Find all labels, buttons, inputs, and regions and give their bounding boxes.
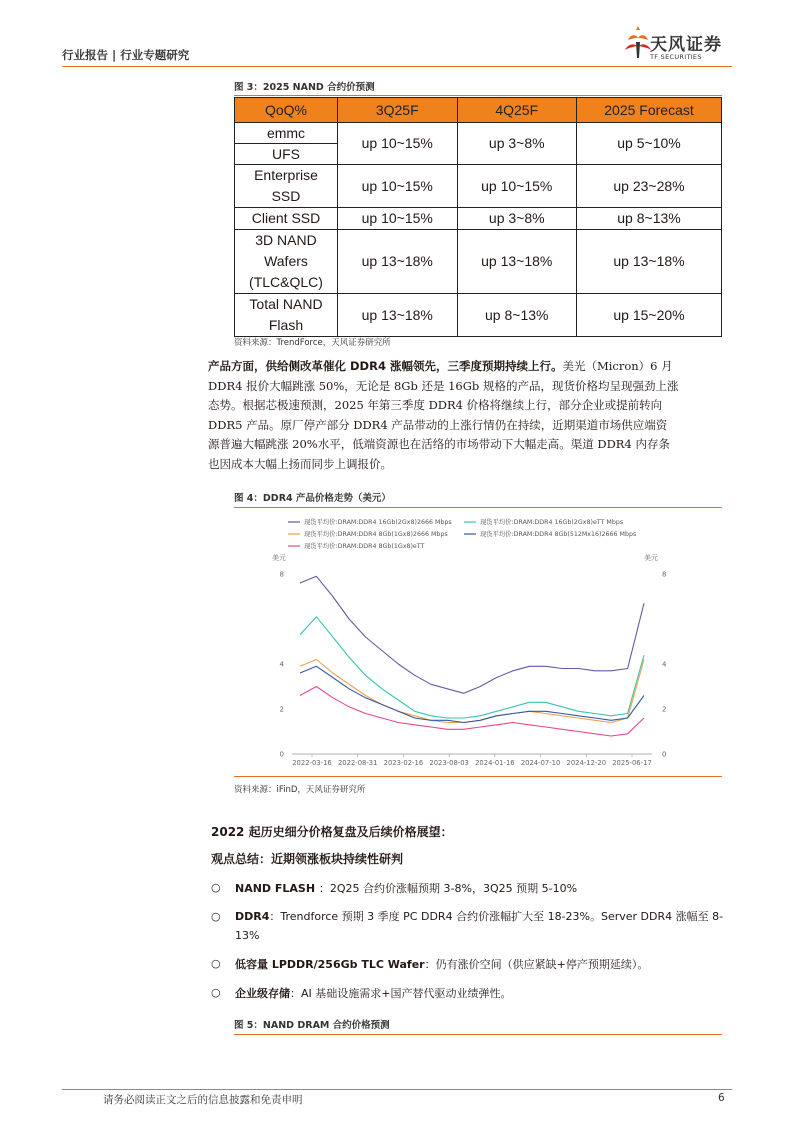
legend-label: 现货平均价:DRAM:DDR4 8Gb(512Mx16)2666 Mbps — [480, 531, 637, 538]
bullet-item — [235, 955, 730, 974]
paragraph-line-1 — [208, 357, 733, 377]
cell-3q25f: up 10~15% — [338, 165, 458, 208]
row-label-cell — [235, 294, 338, 337]
paragraph-line: 美光（Micron）6 月 — [562, 359, 673, 373]
bullet-text: ：2Q25 合约价涨幅预期 3-8%，3Q25 预期 5-10% — [318, 882, 578, 895]
bullet-icon: ○ — [211, 986, 221, 999]
bullet-item — [235, 984, 730, 1003]
table-row — [235, 208, 722, 230]
cell-4q25f: up 13~18% — [457, 230, 577, 294]
cell-4q25f: up 3~8% — [457, 123, 577, 165]
table-row — [235, 165, 722, 208]
nand-forecast-table — [234, 97, 722, 337]
bullet-item — [235, 879, 730, 898]
paragraph-line: DDR4 报价大幅跳涨 50%，无论是 8Gb 还是 16Gb 规格的产品，现货价格均呈现强劲上涨 — [208, 378, 679, 393]
table-header-cell: QoQ% — [235, 98, 338, 123]
header-divider — [62, 66, 732, 67]
row-label-line: Flash — [268, 317, 304, 333]
y-tick-label-right: 2 — [662, 705, 667, 714]
table-row — [235, 230, 722, 294]
x-tick-label: 2024-12-20 — [566, 759, 607, 767]
bullet-text: ：AI 基础设施需求+国产替代驱动业绩弹性。 — [290, 987, 512, 1000]
footer-disclaimer: 请务必阅读正文之后的信息披露和免责申明 — [103, 1094, 303, 1106]
figure4-caption: 图 4：DDR4 产品价格走势（美元） — [234, 493, 391, 504]
bullet-icon: ○ — [211, 957, 221, 970]
cell-2025-forecast: up 8~13% — [577, 208, 722, 230]
legend-label: 现货平均价:DRAM:DDR4 8Gb(1Gx8)2666 Mbps — [304, 531, 448, 538]
series-line-1 — [300, 576, 644, 693]
row-label-ufs: UFS — [272, 146, 300, 162]
row-label-cell: Client SSD — [235, 208, 338, 230]
y-tick-label-left: 2 — [279, 705, 284, 714]
figure3-source: 资料来源：TrendForce，天风证券研究所 — [234, 338, 391, 348]
figure4-caption-rule — [234, 507, 722, 508]
bullet-bold: 低容量 LPDDR/256Gb TLC Wafer — [235, 958, 425, 971]
series-line-2 — [300, 617, 644, 718]
legend-label: 现货平均价:DRAM:DDR4 16Gb(2Gx8)eTT Mbps — [480, 519, 624, 526]
right-axis-unit: 美元 — [644, 554, 658, 562]
header-report-type: 行业报告 | 行业专题研究 — [62, 48, 190, 62]
x-tick-label: 2024-07-10 — [520, 759, 561, 767]
figure4-source: 资料来源：iFinD，天风证券研究所 — [234, 785, 366, 795]
summary-heading: 观点总结：近期领涨板块持续性研判 — [211, 852, 404, 866]
brand-name-en: TF SECURITIES — [650, 53, 702, 61]
paragraph-line: DDR5 产品。原厂停产部分 DDR4 产品带动的上涨行情仍在持续，近期渠道市场供应端资 — [208, 417, 668, 432]
bullet-bold: DDR4 — [235, 910, 270, 923]
y-tick-label-right: 4 — [662, 660, 667, 669]
chart-series-lines — [300, 576, 644, 736]
paragraph-line: 源普遍大幅跳涨 20%水平，低端资源也在活络的市场带动下大幅走高。渠道 DDR4 内存条 — [208, 437, 670, 451]
cell-2025-forecast: up 13~18% — [577, 230, 722, 294]
table-header-cell: 2025 Forecast — [577, 98, 722, 123]
cell-4q25f: up 3~8% — [457, 208, 577, 230]
x-tick-label: 2023-02-16 — [383, 759, 424, 767]
row-label-cell — [235, 165, 338, 208]
table-header-cell: 3Q25F — [338, 98, 458, 123]
series-line-4 — [300, 666, 644, 722]
y-tick-label-right: 0 — [662, 750, 667, 759]
cell-3q25f: up 13~18% — [338, 230, 458, 294]
cell-3q25f: up 13~18% — [338, 294, 458, 337]
row-label-emmc: emmc — [235, 123, 337, 144]
cell-3q25f: up 10~15% — [338, 208, 458, 230]
paragraph-bold-lead: 产品方面，供给侧改革催化 DDR4 涨幅领先，三季度预期持续上行。 — [208, 359, 563, 373]
tf-logo-mark-icon — [625, 26, 651, 58]
table-header-row — [235, 98, 722, 123]
row-label-line: Total NAND — [249, 296, 323, 312]
brand-name-cn: 天风证券 — [650, 35, 722, 55]
row-label-cell — [235, 230, 338, 294]
body-paragraph — [208, 357, 733, 474]
figure5-caption: 图 5：NAND DRAM 合约价格预测 — [234, 1020, 390, 1031]
x-tick-label: 2022-03-16 — [292, 759, 332, 767]
chart-axes — [280, 571, 667, 768]
left-axis-unit: 美元 — [272, 554, 286, 562]
chart-legend — [288, 517, 636, 550]
figure5-caption-rule — [234, 1034, 722, 1035]
bullet-icon: ○ — [211, 881, 221, 894]
bullet-icon: ○ — [211, 910, 221, 923]
cell-2025-forecast: up 15~20% — [577, 294, 722, 337]
bullet-bold: NAND FLASH — [235, 882, 319, 895]
bullet-bold: 企业级存储 — [235, 987, 290, 1000]
y-tick-label-left: 8 — [279, 570, 284, 579]
cell-4q25f: up 8~13% — [457, 294, 577, 337]
bullet-text: ：仍有涨价空间（供应紧缺+停产预期延续）。 — [424, 958, 649, 971]
section-heading: 2022 起历史细分价格复盘及后续价格展望： — [211, 825, 453, 839]
cell-4q25f: up 10~15% — [457, 165, 577, 208]
x-tick-label: 2025-06-17 — [612, 759, 652, 767]
cell-3q25f: up 10~15% — [338, 123, 458, 165]
row-label-line: (TLC&QLC) — [249, 274, 323, 290]
row-label-line: SSD — [271, 188, 301, 204]
y-tick-label-left: 0 — [279, 750, 284, 759]
y-tick-label-left: 4 — [279, 660, 284, 669]
figure3-caption: 图 3：2025 NAND 合约价预测 — [234, 82, 375, 93]
series-line-5 — [300, 687, 644, 737]
legend-label: 现货平均价:DRAM:DDR4 8Gb(1Gx8)eTT — [304, 543, 425, 550]
x-tick-label: 2023-08-03 — [429, 759, 469, 767]
table-row — [235, 294, 722, 337]
cell-2025-forecast: up 23~28% — [577, 165, 722, 208]
bullet-item — [235, 907, 730, 945]
table-header-cell: 4Q25F — [457, 98, 577, 123]
row-label-line: Enterprise — [254, 167, 318, 183]
figure4-bottom-rule — [234, 776, 722, 777]
cell-2025-forecast: up 5~10% — [577, 123, 722, 165]
figure3-caption-rule — [234, 95, 722, 96]
table-row — [235, 123, 722, 165]
paragraph-line: 也因成本大幅上扬而同步上调报价。 — [208, 456, 392, 471]
x-tick-label: 2022-08-31 — [337, 759, 378, 767]
row-label-line: Wafers — [264, 253, 308, 269]
row-label-line: 3D NAND — [255, 232, 317, 248]
y-tick-label-right: 8 — [662, 570, 667, 579]
page-number: 6 — [718, 1092, 725, 1104]
paragraph-line: 态势。根据芯极速预测，2025 年第三季度 DDR4 价格将继续上行，部分企业或提前转向 — [208, 398, 663, 412]
ddr4-price-chart — [264, 512, 684, 770]
footer-divider — [62, 1089, 732, 1090]
bullet-text: ：Trendforce 预期 3 季度 PC DDR4 合约价涨幅扩大至 18-23%。Server DDR4 涨幅至 8-13% — [235, 910, 724, 942]
legend-label: 现货平均价:DRAM:DDR4 16Gb(2Gx8)2666 Mbps — [304, 519, 452, 526]
row-label-cell — [235, 123, 338, 165]
x-tick-label: 2024-01-16 — [475, 759, 515, 767]
